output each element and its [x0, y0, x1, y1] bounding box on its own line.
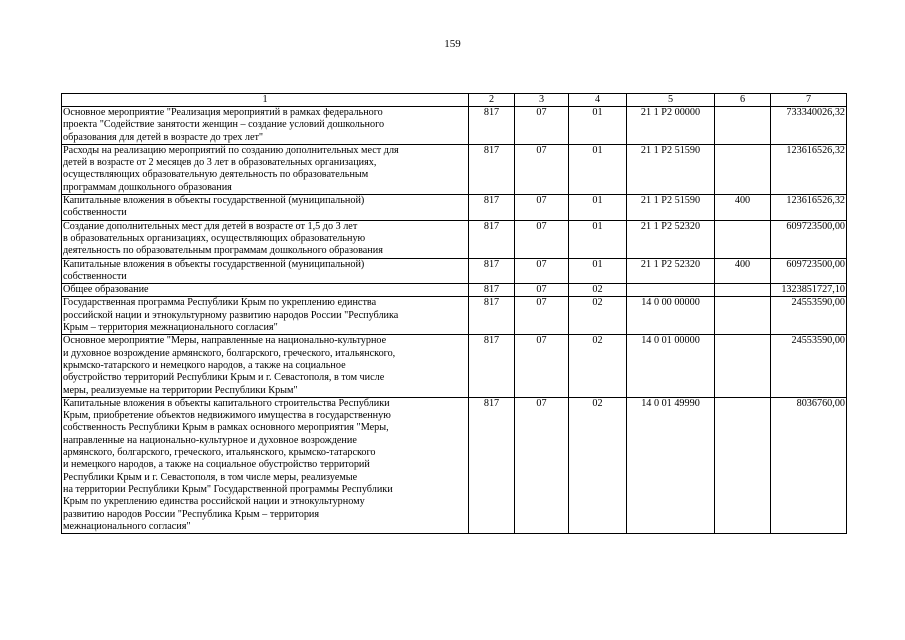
- header-col-3: 3: [515, 94, 569, 107]
- row-amount: 609723500,00: [771, 258, 847, 284]
- row-pr: 01: [569, 220, 627, 258]
- row-rz: 07: [515, 107, 569, 145]
- row-rz: 07: [515, 284, 569, 297]
- row-amount: 609723500,00: [771, 220, 847, 258]
- row-csr: 14 0 00 00000: [627, 297, 715, 335]
- row-csr: 14 0 01 00000: [627, 335, 715, 397]
- row-csr: 21 1 Р2 00000: [627, 107, 715, 145]
- row-pr: 02: [569, 397, 627, 533]
- row-name: Капитальные вложения в объекты государственной (муниципальной) собственности: [62, 258, 469, 284]
- row-amount: 1323851727,10: [771, 284, 847, 297]
- row-rz: 07: [515, 335, 569, 397]
- table-row: [62, 397, 847, 533]
- row-pr: 02: [569, 335, 627, 397]
- row-ved: 817: [469, 144, 515, 194]
- row-name: Общее образование: [62, 284, 469, 297]
- row-ved: 817: [469, 397, 515, 533]
- row-rz: 07: [515, 297, 569, 335]
- row-name: Создание дополнительных мест для детей в возрасте от 1,5 до 3 лет в образовательных организациях, осуществляющих образовательную деятельность по образовательным программам дошкольного образования: [62, 220, 469, 258]
- row-amount: 24553590,00: [771, 297, 847, 335]
- table-row: [62, 335, 847, 397]
- row-amount: 733340026,32: [771, 107, 847, 145]
- budget-table: [61, 93, 847, 534]
- row-vr: [715, 107, 771, 145]
- row-pr: 01: [569, 195, 627, 221]
- header-col-5: 5: [627, 94, 715, 107]
- row-rz: 07: [515, 220, 569, 258]
- row-csr: 21 1 Р2 51590: [627, 144, 715, 194]
- table-row: [62, 258, 847, 284]
- table-row: [62, 297, 847, 335]
- row-amount: 8036760,00: [771, 397, 847, 533]
- header-col-4: 4: [569, 94, 627, 107]
- row-pr: 02: [569, 284, 627, 297]
- row-pr: 01: [569, 107, 627, 145]
- header-col-6: 6: [715, 94, 771, 107]
- table-row: [62, 195, 847, 221]
- row-pr: 02: [569, 297, 627, 335]
- header-col-1: 1: [62, 94, 469, 107]
- row-amount: 123616526,32: [771, 144, 847, 194]
- page-number: 159: [444, 38, 461, 50]
- row-rz: 07: [515, 144, 569, 194]
- row-csr: 14 0 01 49990: [627, 397, 715, 533]
- table-row: [62, 144, 847, 194]
- row-csr: 21 1 Р2 51590: [627, 195, 715, 221]
- row-ved: 817: [469, 220, 515, 258]
- row-amount: 24553590,00: [771, 335, 847, 397]
- row-ved: 817: [469, 297, 515, 335]
- header-col-2: 2: [469, 94, 515, 107]
- row-ved: 817: [469, 284, 515, 297]
- row-name: Основное мероприятие "Реализация мероприятий в рамках федерального проекта "Содействие занятости женщин – создание условий дошкольного образования для детей в возрасте до трех лет": [62, 107, 469, 145]
- row-ved: 817: [469, 195, 515, 221]
- row-name: Основное мероприятие "Меры, направленные на национально-культурное и духовное возрождение армянского, болгарского, греческого, итальянского, крымско-татарского и немецкого народов, а также на социальное обустройство территорий Республики Крым и г. Севастополя, в том числе меры, реализуемые на территории Республики Крым": [62, 335, 469, 397]
- row-csr: 21 1 Р2 52320: [627, 220, 715, 258]
- row-rz: 07: [515, 195, 569, 221]
- row-vr: [715, 220, 771, 258]
- row-vr: [715, 284, 771, 297]
- row-csr: [627, 284, 715, 297]
- table-row: [62, 284, 847, 297]
- row-vr: [715, 335, 771, 397]
- row-vr: [715, 397, 771, 533]
- header-col-7: 7: [771, 94, 847, 107]
- row-rz: 07: [515, 397, 569, 533]
- row-pr: 01: [569, 144, 627, 194]
- row-ved: 817: [469, 335, 515, 397]
- row-vr: [715, 144, 771, 194]
- table-row: [62, 220, 847, 258]
- row-name: Капитальные вложения в объекты государственной (муниципальной) собственности: [62, 195, 469, 221]
- table-row: [62, 107, 847, 145]
- row-name: Государственная программа Республики Крым по укреплению единства российской нации и этнокультурному развитию народов России "Республика Крым – территория межнационального согласия": [62, 297, 469, 335]
- row-name: Расходы на реализацию мероприятий по созданию дополнительных мест для детей в возрасте от 2 месяцев до 3 лет в образовательных организациях, осуществляющих образовательную деятельность по образовательным программам дошкольного образования: [62, 144, 469, 194]
- row-rz: 07: [515, 258, 569, 284]
- row-csr: 21 1 Р2 52320: [627, 258, 715, 284]
- row-vr: 400: [715, 258, 771, 284]
- row-ved: 817: [469, 258, 515, 284]
- row-amount: 123616526,32: [771, 195, 847, 221]
- row-pr: 01: [569, 258, 627, 284]
- row-vr: 400: [715, 195, 771, 221]
- row-vr: [715, 297, 771, 335]
- row-name: Капитальные вложения в объекты капитального строительства Республики Крым, приобретение объектов недвижимого имущества в государственную собственность Республики Крым в рамках основного мероприятия "Меры, направленные на национально-культурное и духовное возрождение армянского, болгарского, греческого, итальянского, крымско-татарского и немецкого народов, а также на социальное обустройство территорий Республики Крым и г. Севастополя, в том числе меры, реализуемые на территории Республики Крым" Государственной программы Республики Крым по укреплению единства российской нации и этнокультурному развитию народов России "Республика Крым – территория межнационального согласия": [62, 397, 469, 533]
- header-row: [62, 94, 847, 107]
- row-ved: 817: [469, 107, 515, 145]
